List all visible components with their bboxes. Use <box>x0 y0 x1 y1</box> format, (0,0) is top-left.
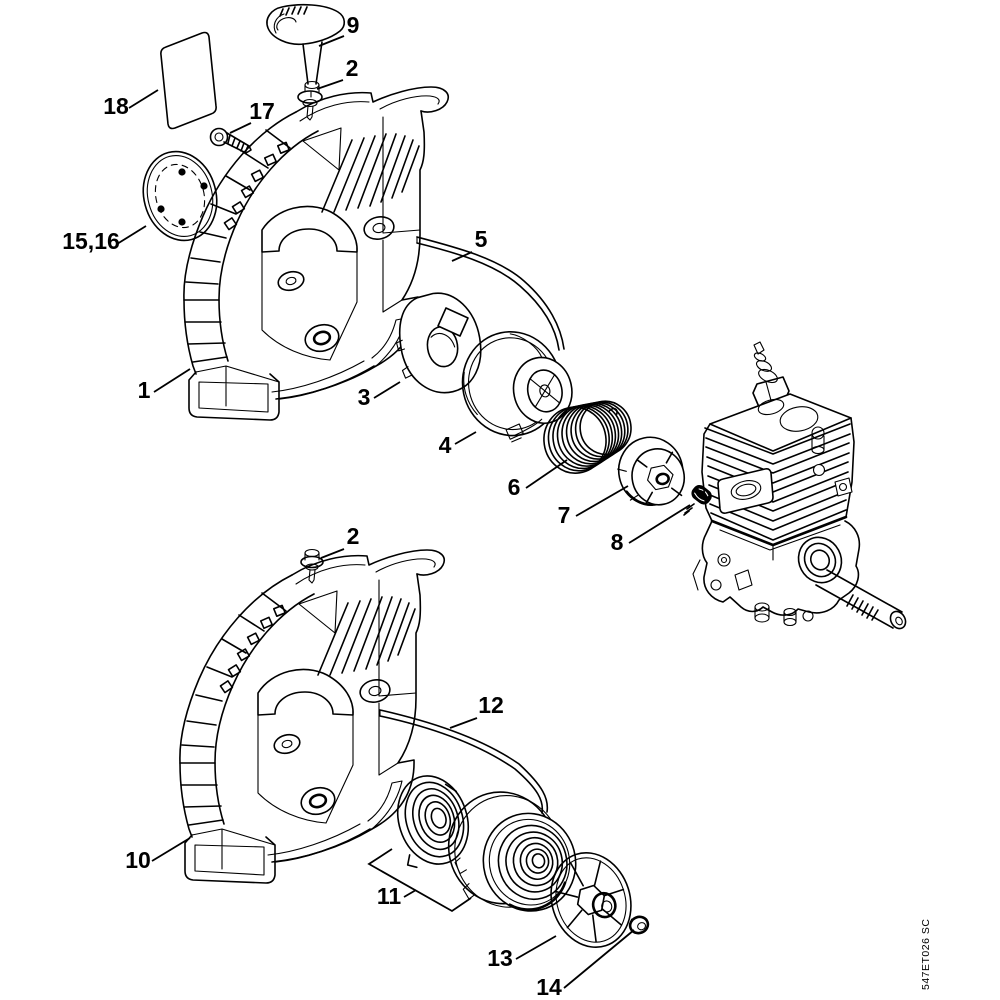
callout-label: 9 <box>346 12 360 38</box>
callout-17 <box>230 98 275 133</box>
callout-leader-line <box>317 80 343 89</box>
grip-screw-bottom <box>301 550 323 584</box>
callout-leader-line <box>526 460 567 488</box>
callout-label: 8 <box>610 529 624 555</box>
callout-leader-line <box>117 226 146 244</box>
callout-leader-line <box>154 369 190 392</box>
callout-label: 17 <box>249 98 275 124</box>
callout-label: 14 <box>536 974 562 1000</box>
callout-1 <box>138 369 190 403</box>
rewind-spring <box>383 767 479 875</box>
callout-leader-line <box>450 718 477 728</box>
information-label <box>161 33 216 129</box>
grip-screw-top <box>298 91 322 120</box>
callout-leader-line <box>455 432 476 444</box>
callout-label: 6 <box>507 474 521 500</box>
callout-label: 3 <box>357 384 371 410</box>
engine-cylinder-assembly <box>693 342 909 631</box>
callout-label: 4 <box>438 432 452 458</box>
callout-4 <box>439 432 476 458</box>
callout-leader-line <box>374 382 400 398</box>
callout-13 <box>487 936 556 971</box>
callout-7 <box>558 486 628 528</box>
friction-ring <box>134 143 227 249</box>
callout-label: 15,16 <box>62 228 120 254</box>
callout-label: 7 <box>557 502 571 528</box>
callout-leader-line <box>129 90 158 108</box>
callout-leader-line <box>516 936 556 959</box>
callout-label: 2 <box>345 55 359 81</box>
callout-18 <box>103 90 158 119</box>
drawing-number: 547ET026 SC <box>920 918 932 990</box>
callout-8 <box>611 505 690 555</box>
callout-label: 12 <box>478 692 504 718</box>
callout-label: 1 <box>137 377 151 403</box>
cup-screw <box>684 483 713 515</box>
callout-3 <box>358 382 400 410</box>
callout-12 <box>450 692 504 728</box>
callout-5 <box>452 226 488 261</box>
callout-label: 18 <box>103 93 129 119</box>
callout-10 <box>125 838 190 873</box>
callout-leader-line <box>576 486 628 516</box>
callout-label: 2 <box>346 523 360 549</box>
callout-label: 11 <box>376 883 402 909</box>
callout-label: 13 <box>487 945 513 971</box>
callout-label: 10 <box>125 847 151 873</box>
callout-6 <box>508 460 567 500</box>
callout-leader-line <box>629 505 690 543</box>
callout-15-16 <box>62 226 146 254</box>
callout-2 <box>321 523 359 558</box>
callout-leader-line <box>230 123 251 133</box>
cam-disc <box>390 288 486 399</box>
crankshaft <box>816 570 909 631</box>
callout-label: 5 <box>474 226 488 252</box>
callout-leader-line <box>404 890 416 897</box>
callout-2 <box>317 55 358 89</box>
callout-leader-line <box>564 930 634 988</box>
